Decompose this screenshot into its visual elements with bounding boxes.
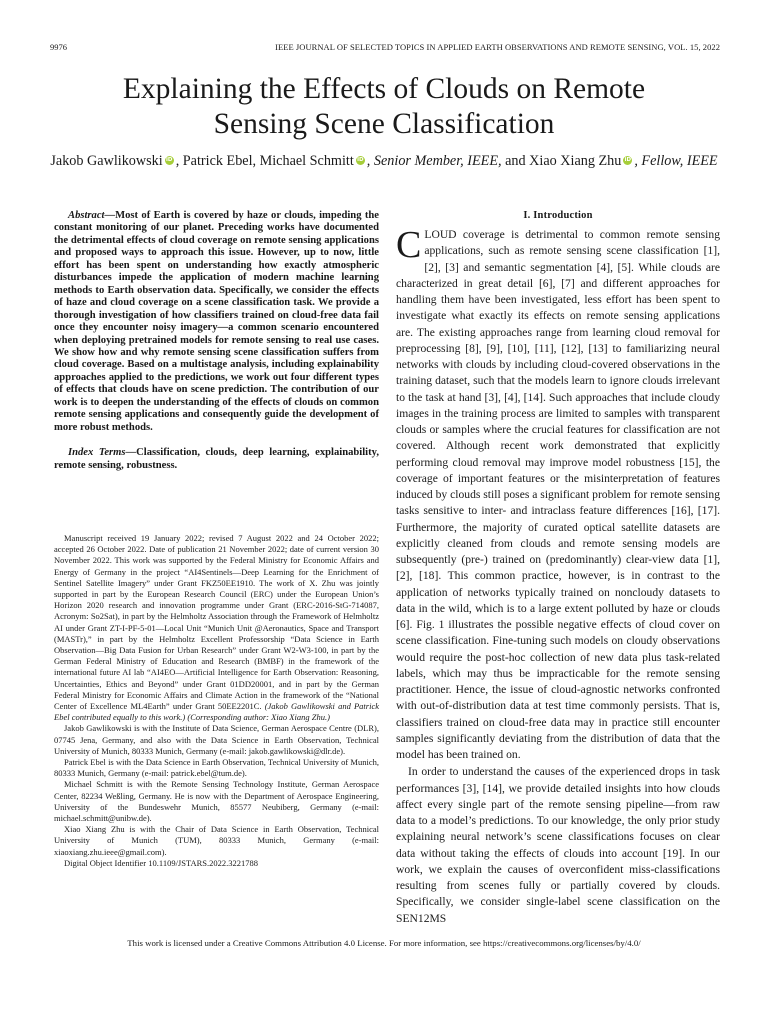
index-terms-lead: Index Terms xyxy=(68,447,126,459)
footnote-contribution: (Jakob Gawlikowski and Patrick Ebel contributed equally to this work.) (Corresponding author: Xiao Xiang Zhu.) xyxy=(54,701,379,723)
doi[interactable]: Digital Object Identifier 10.1109/JSTARS.2022.3221788 xyxy=(64,857,259,868)
intro-paragraph-1-text: LOUD coverage is detrimental to common remote sensing applications, such as remote sensing scene classification [1], [2], [3] and semantic segmentation [4], [5]. While clouds are characterized in great detail [6], [7] and different approaches for handling them have been investigated, less effort has been spent to investigate what exactly its effects on remote sensing applications are. The existing approaches range from learning cloud removal for preprocessing [8], [9], [10], [11], [12], [13] to familiarizing neural networks with clouds by including cloud-covered observations in the training dataset, such that the models learn to ignore clouds irrelevant to the task at hand [3], [4], [14]. Such approaches that include cloudy images in the training process are limited to samples with transparent clouds or samples where the crucial features for classification are not covered. Although recent work demonstrated that explicitly performing cloud removal may improve model robustness [15], the coverage of important features or the misinterpretation of features induced by clouds still poses a significant problem for remote sensing tasks sensitive to inter- and intraclass feature differences [16], [17]. Furthermore, the majority of curated optical satellite datasets are explicitly cleaned from clouds and remote sensing models are subsequently (pre-) trained on (predominantly) clear-view data [1], [2], [18]. This common practice, however, is in contrast to the application of networks typically trained on noncloudy datasets to data in the wild, which is to a large extent polluted by haze or clouds [6]. Fig. 1 illustrates the possible negative effects of cloud cover on scene classification. Fine-tuning such models on cloudy observations would require the post-hoc collection of new data plus task-related labels, which may thus be impracticable for the remote sensing practitioner. Hence, the issue of cloud-agnostic networks confronted with out-of-distribution data at test time commonly persists. That is, classifiers trained on cloud-free data may in practice still encounter samples significantly deviating from the distribution of data that the model has been trained on. xyxy=(396,228,720,761)
index-terms-text: —Classification, clouds, deep learning, explainability, remote sensing, robustness. xyxy=(54,447,379,471)
author-3-role: , Senior Member, IEEE, xyxy=(366,153,502,169)
orcid-icon[interactable]: iD xyxy=(165,157,173,163)
paper-title xyxy=(40,72,728,142)
footnote-affiliation: Xiao Xiang Zhu is with the Chair of Data Science in Earth Observation, Technical University of Munich (TUM), 80333 Munich, Germany (e-mail: xiaoxiang.zhu.ieee@gmail.com). xyxy=(54,824,379,857)
journal-name: IEEE JOURNAL OF SELECTED TOPICS IN APPLIED EARTH OBSERVATIONS AND REMOTE SENSING, VOL. 15, 2022 xyxy=(275,42,720,52)
author-4: and Xiao Xiang Zhu xyxy=(501,153,622,169)
right-column xyxy=(396,210,720,927)
authors-2-3: , Patrick Ebel, Michael Schmitt xyxy=(175,153,354,169)
author-list xyxy=(40,152,728,170)
footnote-affiliation: Jakob Gawlikowski is with the Institute of Data Science, German Aerospace Centre (DLR), 07745 Jena, Germany, and also with the Data Science in Earth Observation, Technical University of Munich, 80333 Munich, Germany (e-mail: jakob.gawlikowski@dlr.de). xyxy=(54,723,379,756)
left-column xyxy=(54,210,379,472)
license-notice[interactable]: This work is licensed under a Creative Commons Attribution 4.0 License. For more information, see https://creativecommons.org/licenses/by/4.0/ xyxy=(127,938,641,948)
footnote-manuscript xyxy=(54,533,379,723)
footnote-affiliation: Patrick Ebel is with the Data Science in Earth Observation, Technical University of Munich, 80333 Munich, Germany (e-mail: patrick.ebel@tum.de). xyxy=(54,757,379,779)
title-line-1: Explaining the Effects of Clouds on Remote xyxy=(122,73,646,105)
footnotes xyxy=(54,533,379,869)
orcid-icon[interactable]: iD xyxy=(624,157,632,163)
footnote-affiliation: Michael Schmitt is with the Remote Sensing Technology Institute, German Aerospace Center, 82234 Weßling, Germany. He is now with the Department of Aerospace Engineering, University of the Bundeswehr Munich, 85577 Neubiberg, Germany (e-mail: michael.schmitt@unibw.de). xyxy=(54,779,379,824)
abstract-text: —Most of Earth is covered by haze or clouds, impeding the constant monitoring of our planet. Preceding works have documented the detrimental effects of cloud coverage on remote sensing applications and proposed ways to approach this issue. However, up to now, little effort has been spent on understanding how exactly atmospheric disturbances impede the application of modern machine learning methods to Earth observation data. Specifically, we consider the effects of haze and cloud coverage on a scene classification task. We provide a thorough investigation of how classifiers trained on cloud-free data fail once they encounter noisy imagery—a common scenario encountered when deploying pretrained models for remote sensing to real use cases. We show how and why remote sensing scene classification suffers from cloud coverage. Based on a multistage analysis, including explainability approaches applied to the predictions, we work out four different types of effects that clouds have on scene prediction. The contribution of our work is to deepen the understanding of the effects of clouds on common remote sensing applications and consequently guide the development of more robust methods. xyxy=(54,210,379,433)
abstract-lead: Abstract xyxy=(68,210,105,221)
footnote-manuscript-text: Manuscript received 19 January 2022; revised 7 August 2022 and 24 October 2022; accepted 26 October 2022. Date of publication 21 November 2022; date of current version 30 November 2022. This work was supported by the Federal Ministry for Economic Affairs and Energy of Germany in the project “AI4Sentinels—Deep Learning for the Enrichment of Sentinel Satellite Imagery” under Grant FKZ50EE1910. The work of X. Zhu was jointly supported in part by the European Research Council (ERC) under the European Union’s Horizon 2020 research and innovation programme under Grant (ERC-2016-StG-714087, Acronym: So2Sat), in part by the Helmholtz Association through the Framework of Helmholtz AI under Grant ZT-I-PF-5-01—Local Unit “Munich Unit @Aeronautics, Space and Transport (MASTr),” in part by the Helmholtz Excellent Professorship “Data Science in Earth Observation—Big Data Fusion for Urban Research” under Grant W2-W3-100, in part by the German Federal Ministry of Education and Research (BMBF) in the framework of the international future AI lab “AI4EO—Artificial Intelligence for Earth Observation: Reasoning, Uncertainties, Ethics and Beyond” under Grant 01DD20001, and in part by the German Federal Ministry for Economic Affairs and Climate Action in the framework of the “National Center of Excellence ML4Earth” under Grant 50EE2201C. xyxy=(54,533,379,712)
title-line-2: Sensing Scene Classification xyxy=(213,108,555,140)
intro-paragraph-1 xyxy=(396,224,720,763)
index-terms xyxy=(54,447,379,472)
abstract xyxy=(54,210,379,434)
author-1: Jakob Gawlikowski xyxy=(50,153,163,169)
page-number: 9976 xyxy=(50,42,67,52)
drop-cap: C xyxy=(396,224,422,266)
orcid-icon[interactable]: iD xyxy=(357,157,364,163)
author-4-role: , Fellow, IEEE xyxy=(634,153,718,169)
running-header xyxy=(50,42,720,54)
intro-paragraph-2: In order to understand the causes of the experienced drops in task performances [3], [14], we provide detailed insights into how clouds affect every single part of the remote sensing pipeline—from raw data to a model’s predictions. To our knowledge, the only prior study explaining neural network’s scene classifications focuses on clear data without taking the effects of clouds into account [19]. In our work, we explain the causes of overconfident miss-classifications resulting from scenes fully or partially covered by clouds. Specifically, we consider single-label scene classification on the SEN12MS xyxy=(396,765,720,925)
section-heading: I. Introduction xyxy=(523,210,593,221)
